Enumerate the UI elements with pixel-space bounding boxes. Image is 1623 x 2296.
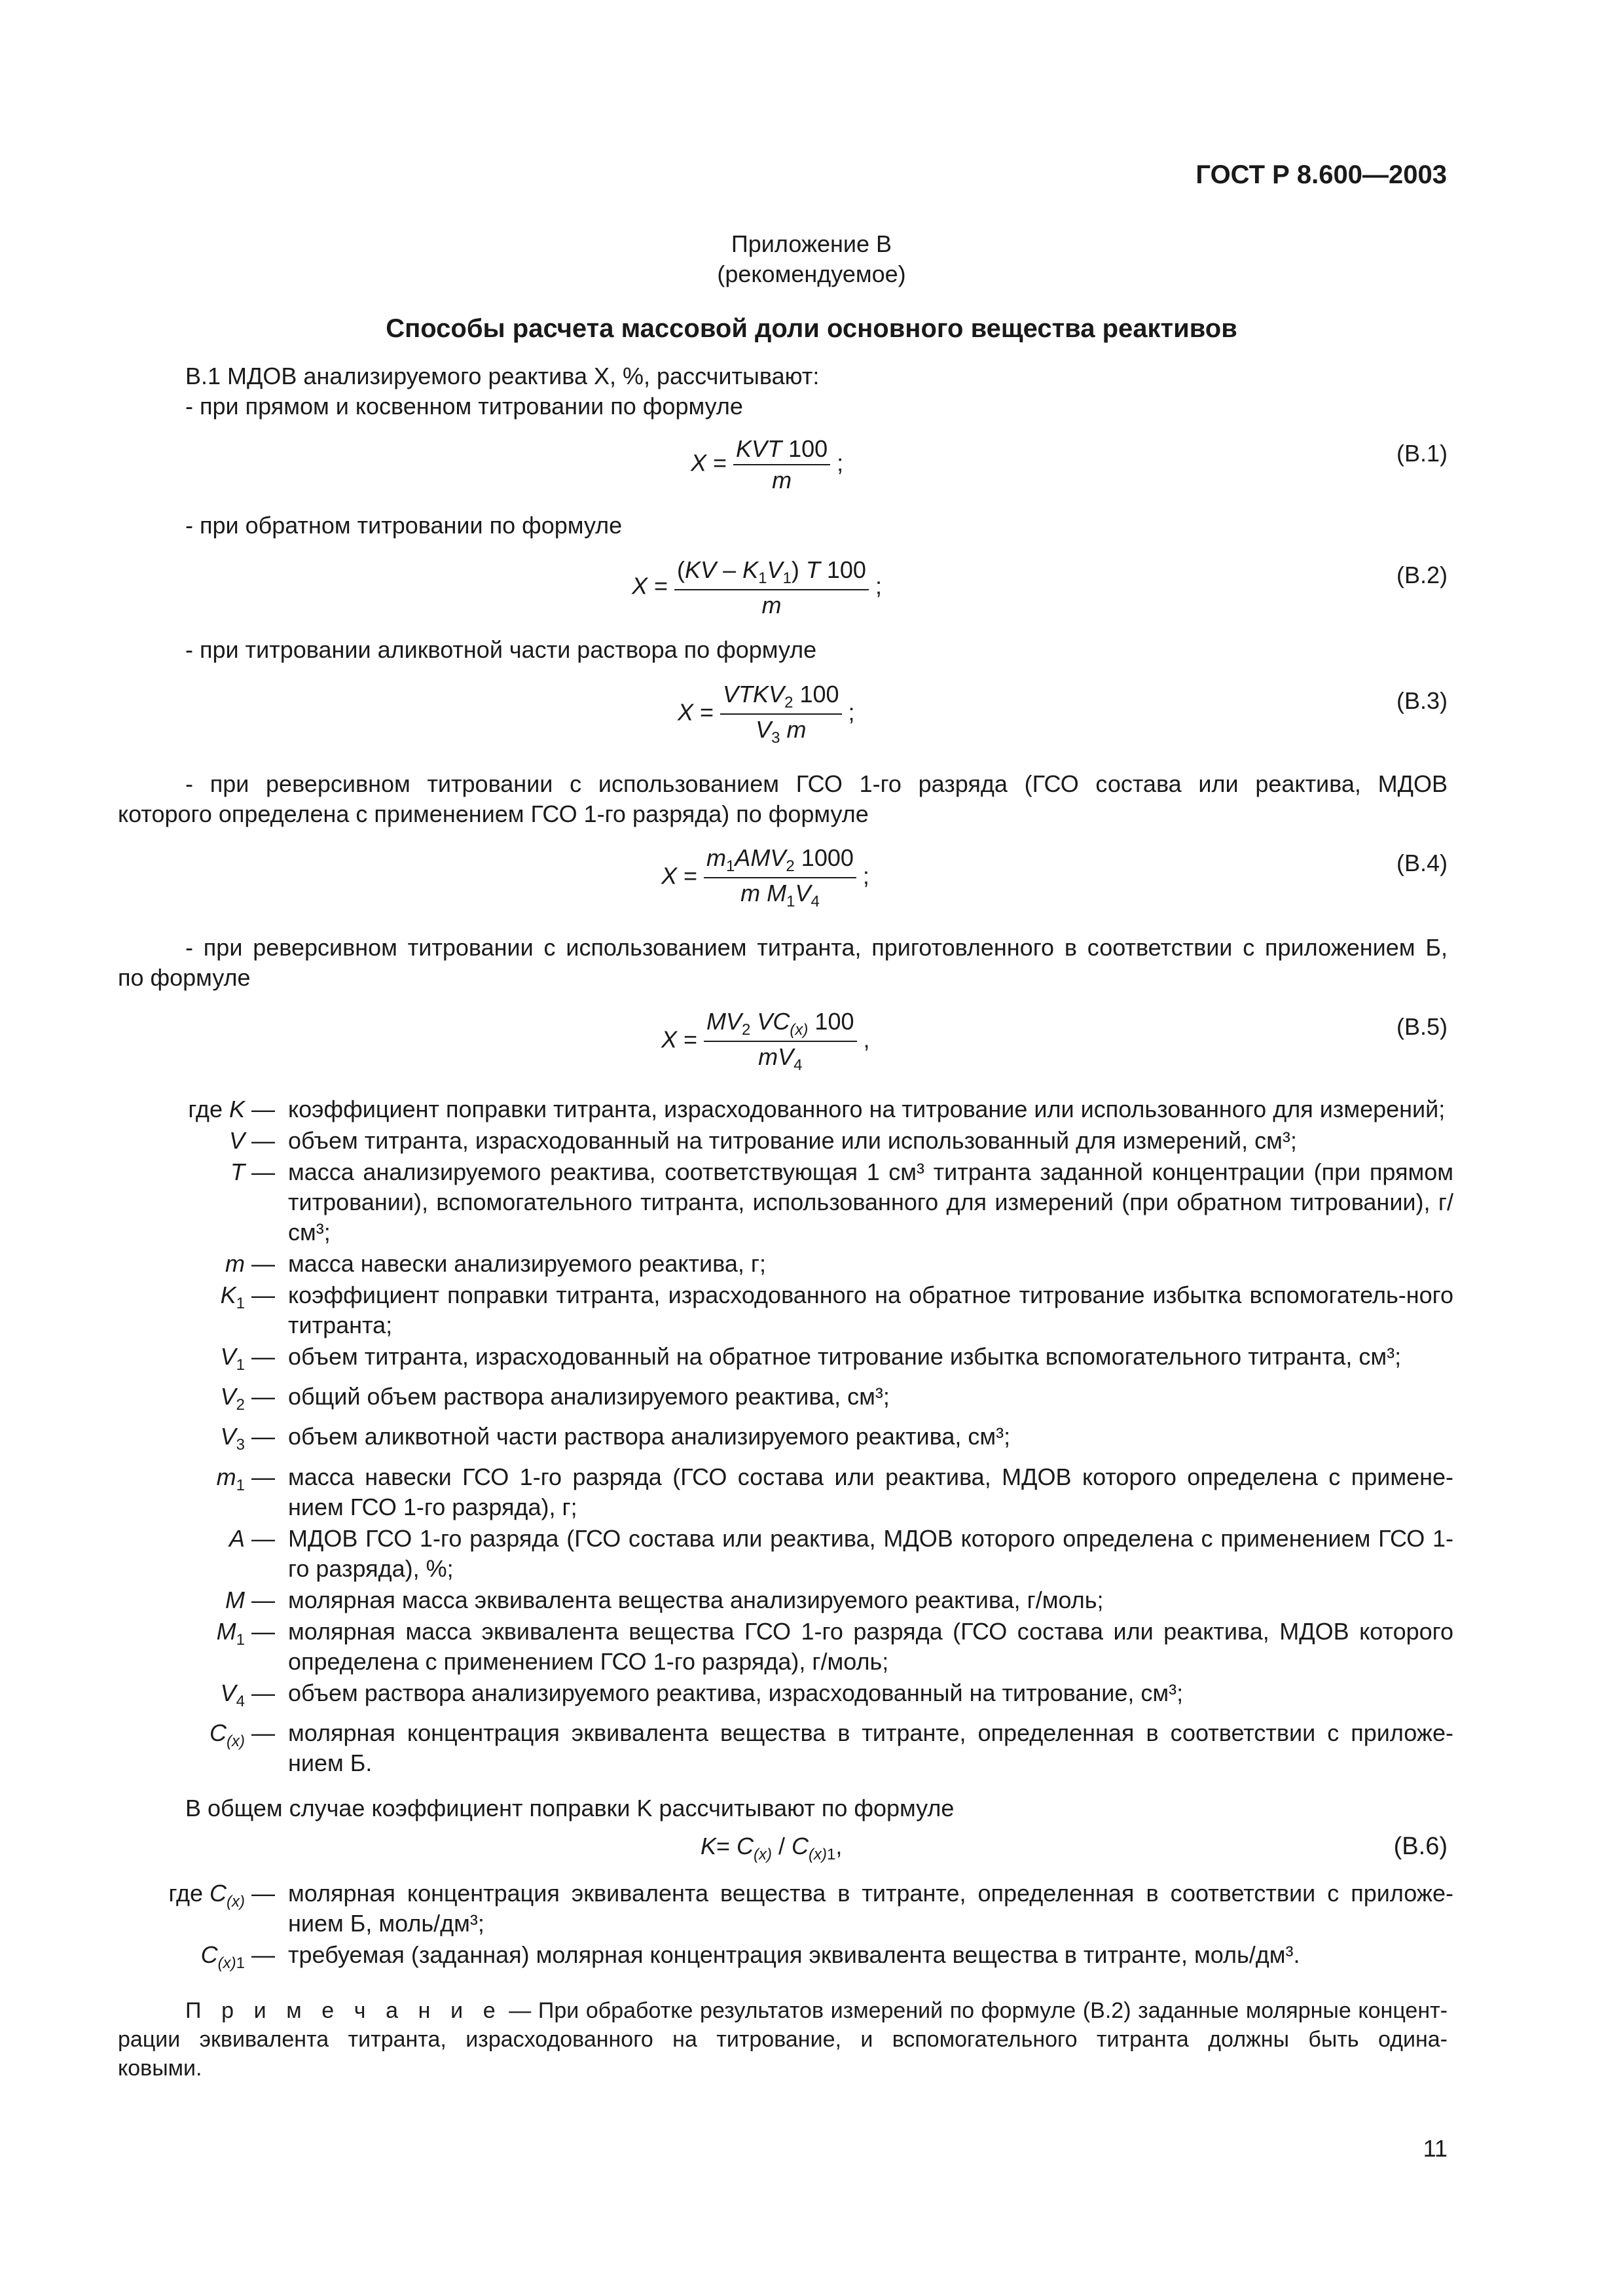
symbol: $m_1$ — xyxy=(216,1463,275,1494)
definition-row xyxy=(157,1126,1453,1156)
note-block xyxy=(118,1996,1448,2083)
symbol: $V_2$ — xyxy=(220,1383,275,1414)
definition-row xyxy=(157,1462,1453,1522)
note-line-3: ковыми. xyxy=(118,2056,202,2081)
equation-number-b3: (В.3) xyxy=(1396,687,1448,714)
definition-row xyxy=(157,1342,1453,1380)
symbol: где K — xyxy=(188,1096,275,1122)
equation-number-b1: (В.1) xyxy=(1396,440,1448,467)
definition-text: коэффициент поправки титранта, израсходованного на титрование или использованного для измерений; xyxy=(288,1096,1446,1122)
symbol-definitions xyxy=(157,1094,1453,1780)
symbol: A — xyxy=(228,1524,275,1552)
text-direct-titration: - при прямом и косвенном титровании по формуле xyxy=(185,393,743,420)
formula-b3: X = $\frac{VTKV_2 100}{V_3 m}$ ; xyxy=(678,681,855,747)
text-reverse-titration-2a: - при реверсивном титровании с использованием титранта, приготовленного в соответствии с приложением Б, xyxy=(185,934,1448,961)
note-label: П р и м е ч а н и е xyxy=(185,1998,502,2023)
definition-row xyxy=(157,1940,1453,1979)
definition-text: масса навески ГСО 1-го разряда (ГСО состава или реактива, МДОВ которого определена с примене-нием ГСО 1-го разряда), г; xyxy=(288,1463,1453,1520)
equation-number-b5: (В.5) xyxy=(1396,1013,1448,1040)
symbol: где $C_{(x)}$ — xyxy=(168,1880,275,1911)
definition-text: молярная масса эквивалента вещества ГСО 1-го разряда (ГСО состава или реактива, МДОВ которого определена с применением ГСО 1-го разряда), г/моль; xyxy=(288,1617,1453,1675)
definition-text: объем титранта, израсходованный на титрование или использованный для измерений, см³; xyxy=(288,1127,1297,1154)
definition-text: масса навески анализируемого реактива, г; xyxy=(288,1250,767,1277)
page-number: 11 xyxy=(1423,2135,1448,2162)
formula-b1: X = $\frac{\text{KVT 100}}{m}$ ; xyxy=(691,435,844,493)
text-reverse-titration-1a: - при реверсивном титровании с использованием ГСО 1-го разряда (ГСО состава или реактива, МДОВ xyxy=(185,770,1448,797)
definition-text: объем раствора анализируемого реактива, израсходованный на титрование, см³; xyxy=(288,1679,1184,1706)
text-k-formula-intro: В общем случае коэффициент поправки K рассчитывают по формуле xyxy=(185,1795,955,1821)
definition-text: молярная концентрация эквивалента вещества в титранте, определенная в соответствии с приложе-нием Б. xyxy=(288,1719,1453,1776)
definition-text: масса анализируемого реактива, соответствующая 1 см³ титранта заданной концентрации (при прямом титровании), вспомогательного титранта, использованного для измерений (при обратном титровании), г/см³; xyxy=(288,1158,1453,1246)
note-line-1 xyxy=(118,1996,1448,2025)
symbol: M — xyxy=(225,1586,275,1613)
definition-text: объем титранта, израсходованный на обратное титрование избытка вспомогательного титранта, см³; xyxy=(288,1343,1402,1370)
appendix-subtitle: (рекомендуемое) xyxy=(717,260,906,287)
text-reverse-titration-1b: которого определена с применением ГСО 1-го разряда) по формуле xyxy=(118,800,869,827)
symbol: T — xyxy=(230,1158,275,1185)
text-aliquot-titration: - при титровании аликвотной части раствора по формуле xyxy=(185,636,817,663)
definition-row xyxy=(157,1678,1453,1717)
definition-row xyxy=(157,1249,1453,1279)
symbol: m — xyxy=(225,1250,275,1277)
note-text-1: — При обработке результатов измерений по формуле (В.2) заданные молярные концент- xyxy=(509,1998,1448,2023)
symbol: $V_4$ — xyxy=(220,1679,275,1710)
definition-row xyxy=(157,1524,1453,1584)
formula-b5: X = $\frac{MV_2 VC_{(x)} 100}{mV_4}$ , xyxy=(661,1008,870,1075)
equation-number-b4: (В.4) xyxy=(1396,850,1448,876)
definition-text: объем аликвотной части раствора анализируемого реактива, см³; xyxy=(288,1423,1011,1450)
text-back-titration: - при обратном титровании по формуле xyxy=(185,512,623,539)
definition-row xyxy=(157,1617,1453,1677)
clause-b1: В.1 МДОВ анализируемого реактива X, %, рассчитывают: xyxy=(185,363,820,389)
definition-row xyxy=(157,1585,1453,1615)
definition-text: коэффициент поправки титранта, израсходованного на обратное титрование избытка вспомогатель-ного титранта; xyxy=(288,1282,1453,1338)
section-heading: Способы расчета массовой доли основного вещества реактивов xyxy=(386,314,1237,343)
definition-text: молярная концентрация эквивалента вещества в титранте, определенная в соответствии с приложе-нием Б, моль/дм³; xyxy=(288,1880,1453,1937)
symbol: $V_1$ — xyxy=(220,1343,275,1374)
symbol: $K_1$ — xyxy=(220,1282,275,1313)
definition-text: МДОВ ГСО 1-го разряда (ГСО состава или реактива, МДОВ которого определена с применением ГСО 1-го разряда), %; xyxy=(288,1524,1453,1582)
definition-row xyxy=(157,1157,1453,1247)
definition-text: молярная масса эквивалента вещества анализируемого реактива, г/моль; xyxy=(288,1586,1104,1613)
definition-text: общий объем раствора анализируемого реактива, см³; xyxy=(288,1383,890,1410)
symbol: $V_3$ — xyxy=(220,1423,275,1454)
definition-row xyxy=(157,1280,1453,1340)
text-reverse-titration-2b: по формуле xyxy=(118,964,251,991)
equation-number-b6: (В.6) xyxy=(1393,1833,1448,1860)
formula-b2: X = $\frac{(KV - K_1V_1) T 100}{m}$ ; xyxy=(632,556,882,619)
symbol: $C_{(x)}$ — xyxy=(210,1719,275,1750)
formula-b4: X = $\frac{m_1AMV_2 1000}{m M_1V_4}$ ; xyxy=(661,844,869,911)
definition-row xyxy=(157,1094,1453,1124)
symbol: $M_1$ — xyxy=(216,1617,275,1649)
note-line-2: рации эквивалента титранта, израсходованного на титрование, и вспомогательного титранта должны быть одина- xyxy=(118,2027,1448,2052)
definition-row xyxy=(157,1422,1453,1460)
definition-row xyxy=(157,1718,1453,1778)
definition-row xyxy=(157,1878,1453,1939)
symbol: V — xyxy=(228,1127,275,1154)
standard-designation: ГОСТ Р 8.600—2003 xyxy=(1195,160,1447,189)
definition-text: требуемая (заданная) молярная концентрация эквивалента вещества в титранте, моль/дм³. xyxy=(288,1941,1300,1968)
symbol-definitions-k xyxy=(157,1878,1453,1980)
formula-b6: $K= C_{(x)} / C_{(x)1}$, xyxy=(701,1833,843,1864)
equation-number-b2: (В.2) xyxy=(1396,562,1448,588)
appendix-title: Приложение В xyxy=(731,230,892,257)
symbol: $C_{(x)1}$ — xyxy=(200,1941,275,1973)
definition-row xyxy=(157,1382,1453,1420)
